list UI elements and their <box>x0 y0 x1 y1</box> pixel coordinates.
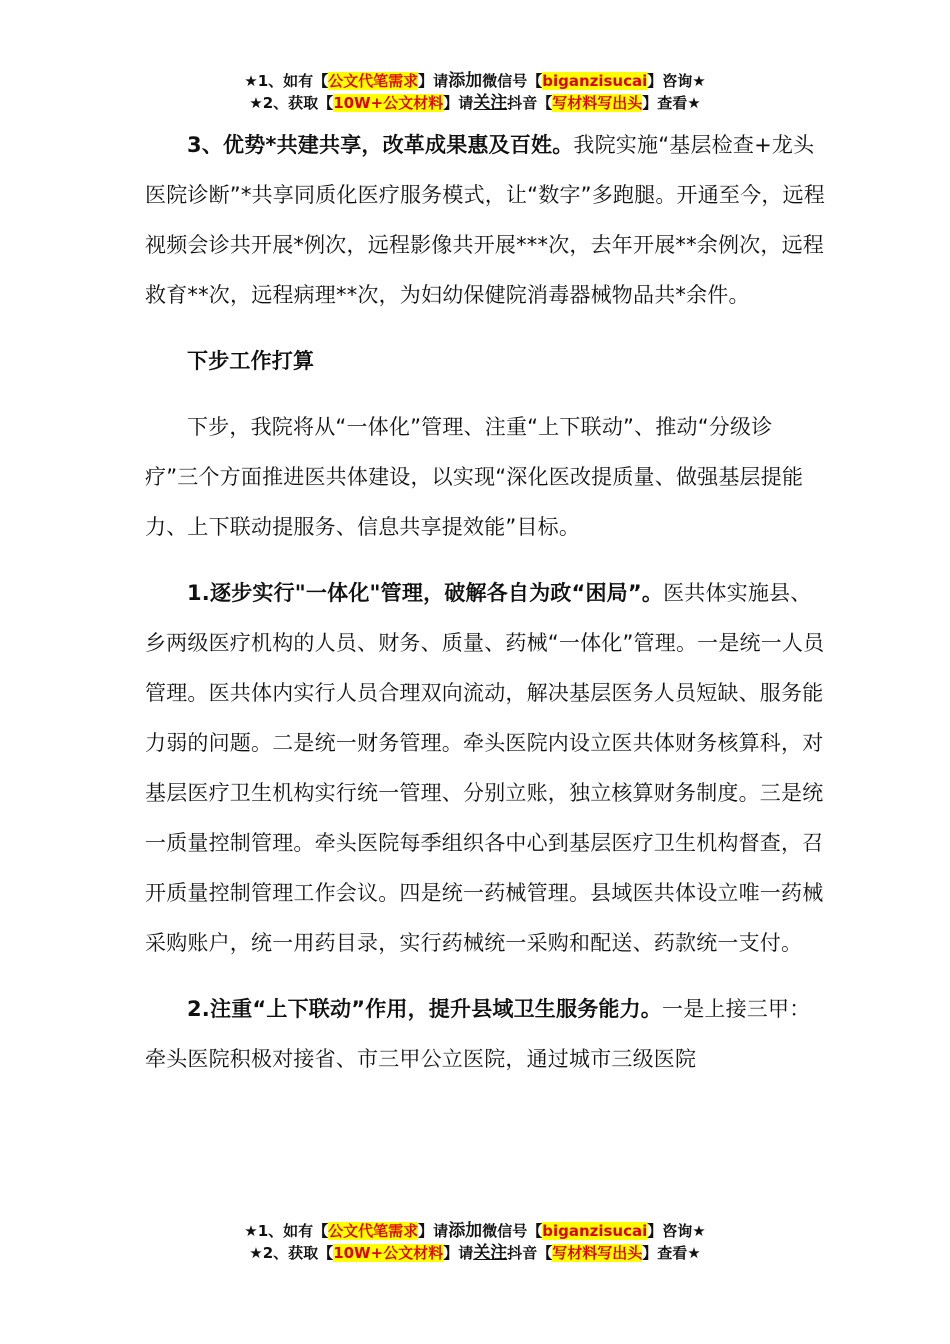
star-icon: ★ <box>244 1222 258 1240</box>
paragraph-advantage-3 <box>145 120 825 320</box>
highlight-douyin-account: 写材料写出头 <box>552 94 643 112</box>
paragraph-text: 医共体实施县、乡两级医疗机构的人员、财务、质量、药械“一体化”管理。一是统一人员管理。医共体内实行人员合理双向流动，解决基层医务人员短缺、服务能力弱的问题。二是统一财务管理。牵头医院内设立医共体财务核算科，对基层医疗卫生机构实行统一管理、分别立账，独立核算财务制度。三是统一质量控制管理。牵头医院每季组织各中心到基层医疗卫生机构督查，召开质量控制管理工作会议。四是统一药械管理。县域医共体设立唯一药械采购账户，统一用药目录，实行药械统一采购和配送、药款统一支付。 <box>145 581 825 955</box>
paragraph-lead: 2.注重“上下联动”作用，提升县域卫生服务能力。 <box>187 997 662 1021</box>
star-icon: ★ <box>249 1244 263 1262</box>
promo-line-2: ★2、获取【10W+公文材料】请关注抖音【写材料写出头】查看★ <box>249 93 701 113</box>
paragraph-lead: 3、优势*共建共享，改革成果惠及百姓。 <box>187 133 574 157</box>
highlight-douyin-account: 写材料写出头 <box>552 1244 643 1262</box>
section-heading: 下步工作打算 <box>187 349 315 373</box>
paragraph-text: 下步，我院将从“一体化”管理、注重“上下联动”、推动“分级诊疗”三个方面推进医共体建设，以实现“深化医改提质量、做强基层提能力、上下联动提服务、信息共享提效能”目标。 <box>145 415 804 539</box>
highlight-wechat-id: biganzisucai <box>542 1222 648 1240</box>
paragraph-integration <box>145 568 825 968</box>
emphasis-add: 添加 <box>448 71 483 91</box>
highlight-ghostwriting: 公文代笔需求 <box>328 72 419 90</box>
paragraph-lead: 1.逐步实行"一体化"管理，破解各自为政“困局”。 <box>187 581 664 605</box>
document-body <box>145 120 825 1084</box>
paragraph-text: 一是上接三甲：牵头医院积极对接省、市三甲公立医院，通过城市三级医院 <box>145 997 811 1071</box>
promo-footer <box>0 1220 950 1264</box>
highlight-ghostwriting: 公文代笔需求 <box>328 1222 419 1240</box>
emphasis-follow: 关注 <box>473 1243 508 1263</box>
highlight-materials: 10W+公文材料 <box>333 94 444 112</box>
paragraph-next-steps <box>145 402 825 552</box>
emphasis-add: 添加 <box>448 1221 483 1241</box>
highlight-materials: 10W+公文材料 <box>333 1244 444 1262</box>
emphasis-follow: 关注 <box>473 93 508 113</box>
promo-header <box>0 70 950 114</box>
highlight-wechat-id: biganzisucai <box>542 72 648 90</box>
paragraph-text: 我院实施“基层检查+龙头医院诊断”*共享同质化医疗服务模式，让“数字”多跑腿。开通至今，远程视频会诊共开展*例次，远程影像共开展***次，去年开展**余例次，远程救育**次，远程病理**次，为妇幼保健院消毒器械物品共*余件。 <box>145 133 825 307</box>
promo-line-2: ★2、获取【10W+公文材料】请关注抖音【写材料写出头】查看★ <box>249 1243 701 1263</box>
promo-line-1: ★1、如有【公文代笔需求】请添加微信号【biganzisucai】咨询★ <box>244 1221 706 1241</box>
star-icon: ★ <box>249 94 263 112</box>
paragraph-linkage <box>145 984 825 1084</box>
star-icon: ★ <box>244 72 258 90</box>
promo-line-1: ★1、如有【公文代笔需求】请添加微信号【biganzisucai】咨询★ <box>244 71 706 91</box>
